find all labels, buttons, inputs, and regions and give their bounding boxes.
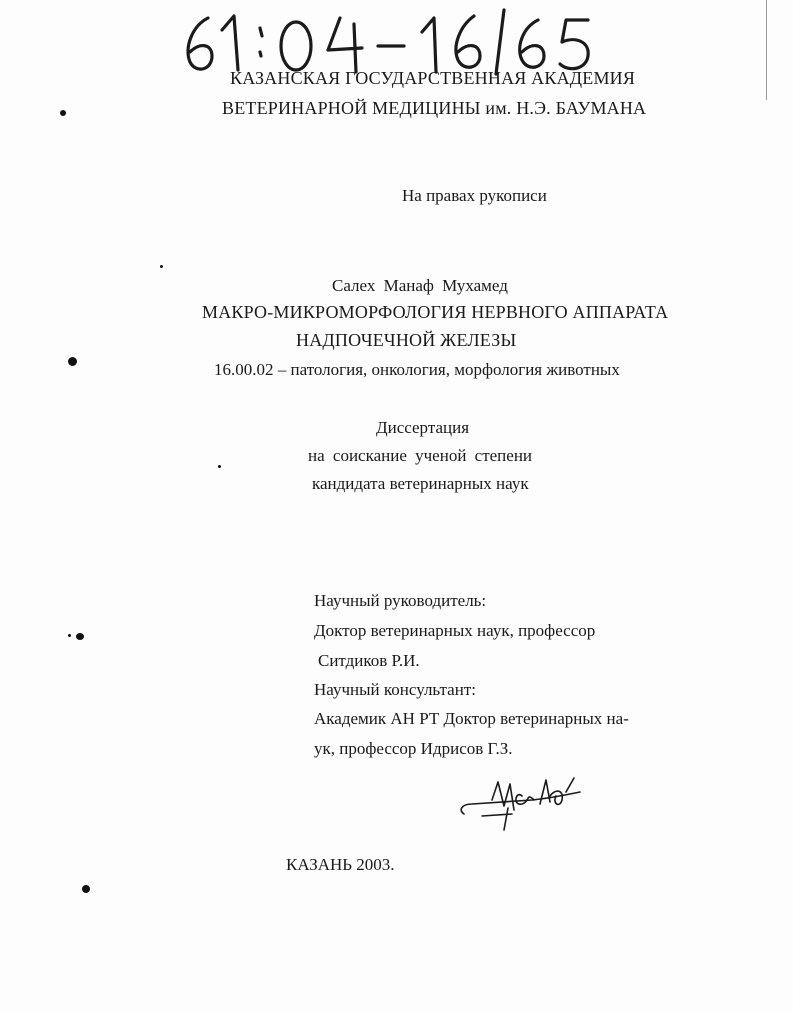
scan-edge-line xyxy=(766,0,767,100)
author-name: Салех Манаф Мухамед xyxy=(332,276,508,295)
degree-line-1: на соискание ученой степени xyxy=(308,446,533,465)
scan-speck xyxy=(76,633,84,640)
scan-speck xyxy=(68,634,71,637)
dissertation-title-line-2: НАДПОЧЕЧНОЙ ЖЕЛЕЗЫ xyxy=(296,330,517,350)
dissertation-title-line-1: МАКРО-МИКРОМОРФОЛОГИЯ НЕРВНОГО АППАРАТА xyxy=(202,302,669,322)
supervisor-label: Научный руководитель: xyxy=(314,591,487,610)
rights-note: На правах рукописи xyxy=(402,186,547,205)
consultant-line-1: Академик АН РТ Доктор ветеринарных на- xyxy=(314,709,629,728)
scan-speck xyxy=(82,885,90,893)
institution-line-2: ВЕТЕРИНАРНОЙ МЕДИЦИНЫ им. Н.Э. БАУМАНА xyxy=(222,98,647,118)
scan-speck xyxy=(68,357,77,366)
city-year: КАЗАНЬ 2003. xyxy=(286,855,395,874)
institution-line-1: КАЗАНСКАЯ ГОСУДАРСТВЕННАЯ АКАДЕМИЯ xyxy=(230,68,636,88)
degree-line-2: кандидата ветеринарных наук xyxy=(312,474,529,493)
scan-speck xyxy=(60,110,66,116)
supervisor-name: Ситдиков Р.И. xyxy=(318,651,420,670)
handwritten-signature xyxy=(452,770,592,832)
consultant-line-2: ук, профессор Идрисов Г.З. xyxy=(314,739,513,758)
scan-speck xyxy=(218,465,221,468)
document-type: Диссертация xyxy=(376,418,470,437)
consultant-label: Научный консультант: xyxy=(314,680,476,699)
supervisor-title: Доктор ветеринарных наук, профессор xyxy=(314,621,596,640)
specialty-code: 16.00.02 – патология, онкология, морфология животных xyxy=(214,360,620,379)
scan-speck xyxy=(160,265,163,268)
